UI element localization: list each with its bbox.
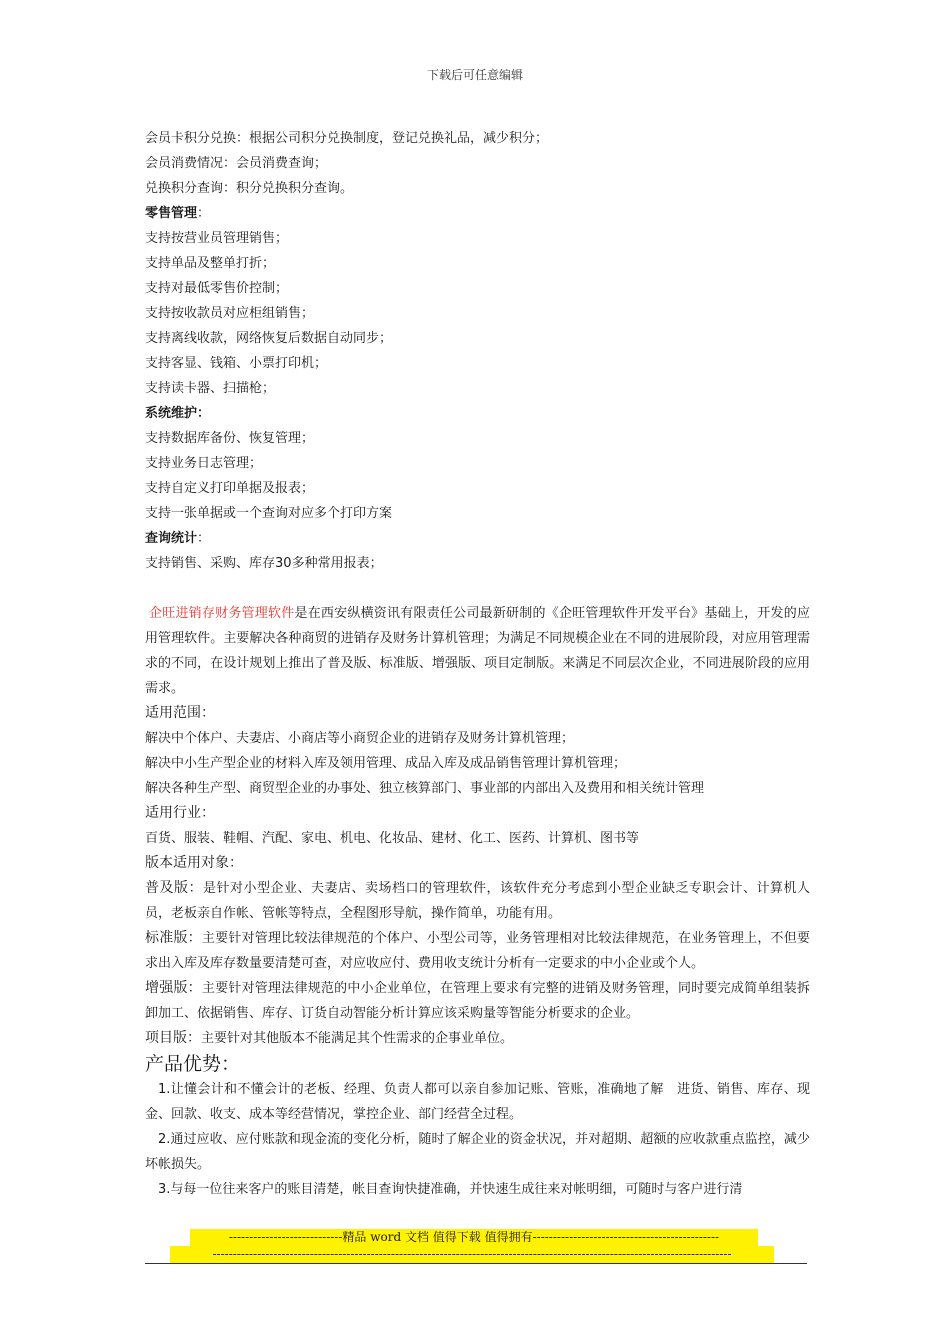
version-description: 主要针对管理法律规范的中小企业单位，在管理上要求有完整的进销及财务管理，同时要完成简单组装拆卸加工、依据销售、库存、订货自动智能分析计算应该采购量等智能分析要求的企业。	[145, 981, 810, 1021]
intro-text: 是在西安纵横资讯有限责任公司最新研制的《企旺管理软件开发平台》基础上，开发的应用管理软件。主要解决各种商贸的进销存及财务计算机管理；为满足不同规模企业在不同的进展阶段，对应用管理需求的不同，在设计规划上推出了普及版、标准版、增强版、项目定制版。来满足不同层次企业，不同进展阶段的应用需求。	[145, 606, 810, 696]
list-item: 解决中个体户、夫妻店、小商店等小商贸企业的进销存及财务计算机管理；	[145, 731, 575, 746]
advantage-item	[145, 1177, 810, 1202]
heading-colon: ：	[197, 206, 211, 221]
list-item: 支持客显、钱箱、小票打印机；	[145, 356, 328, 371]
advantage-text: 通过应收、应付账款和现金流的变化分析，随时了解企业的资金状况，并对超期、超额的应收款重点监控，减少坏帐损失。	[145, 1132, 810, 1172]
list-item: 支持按营业员管理销售；	[145, 231, 289, 246]
list-item: 支持一张单据或一个查询对应多个打印方案	[145, 506, 393, 521]
section-heading-advantages: 产品优势：	[145, 1053, 241, 1075]
paragraph-points-query: 兑换积分查询：积分兑换积分查询。	[145, 181, 354, 196]
advantage-number: 2.	[158, 1132, 171, 1147]
page-header: 下载后可任意编辑	[426, 68, 523, 82]
list-item: 支持按收款员对应柜组销售；	[145, 306, 315, 321]
advantage-item	[145, 1077, 810, 1127]
version-name: 项目版：	[145, 1030, 201, 1046]
version-name: 标准版：	[145, 930, 202, 946]
paragraph-member-consumption: 会员消费情况：会员消费查询；	[145, 156, 328, 171]
version-description: 是针对小型企业、夫妻店、卖场档口的管理软件，该软件充分考虑到小型企业缺乏专职会计、计算机人员，老板亲自作帐、管帐等特点，全程图形导航，操作简单，功能有用。	[145, 881, 810, 921]
list-item: 支持自定义打印单据及报表；	[145, 481, 315, 496]
industry-list: 百货、服装、鞋帽、汽配、家电、机电、化妆品、建材、化工、医药、计算机、图书等	[145, 831, 640, 846]
advantage-text: 与每一位往来客户的账目清楚，帐目查询快捷准确，并快速生成往来对帐明细，可随时与客户进行清	[170, 1182, 743, 1197]
list-item: 支持数据库备份、恢复管理；	[145, 431, 315, 446]
intro-paragraph	[145, 601, 810, 701]
section-heading-scope: 适用范围：	[145, 705, 215, 721]
advantage-number: 3.	[158, 1182, 171, 1197]
section-heading-retail	[145, 201, 810, 226]
heading-colon: ：	[197, 531, 211, 546]
page-footer-banner	[170, 1229, 780, 1263]
section-heading-maintenance: 系统维护：	[145, 406, 211, 421]
document-body	[145, 126, 810, 1202]
reports-count: 30	[275, 556, 292, 571]
list-item: 解决各种生产型、商贸型企业的办事处、独立核算部门、事业部的内部出入及费用和相关统计管理	[145, 781, 705, 796]
list-item: 解决中小生产型企业的材料入库及领用管理、成品入库及成品销售管理计算机管理；	[145, 756, 627, 771]
version-description: 主要针对其他版本不能满足其个性需求的企事业单位。	[201, 1031, 514, 1046]
version-basic	[145, 876, 810, 926]
footer-divider	[145, 1263, 807, 1264]
advantage-item	[145, 1127, 810, 1177]
version-name: 普及版：	[145, 880, 203, 896]
advantage-number: 1.	[158, 1082, 171, 1097]
version-description: 主要针对管理比较法律规范的个体户、小型公司等，业务管理相对比较法律规范，在业务管理上，不但要求出入库及库存数量要清楚可查，对应收应付、费用收支统计分析有一定要求的中小企业或个人。	[145, 931, 810, 971]
list-item: 支持对最低零售价控制；	[145, 281, 289, 296]
version-name: 增强版：	[145, 980, 202, 996]
reports-text-post: 多种常用报表；	[291, 556, 383, 571]
list-item: 支持单品及整单打折；	[145, 256, 276, 271]
list-item: 支持业务日志管理；	[145, 456, 263, 471]
section-heading-versions: 版本适用对象：	[145, 855, 243, 871]
footer-slogan: ----------------------------精品 word 文档 值得下载 值得拥有----------------------------------------------	[190, 1229, 758, 1246]
reports-text-pre: 支持销售、采购、库存	[145, 556, 276, 571]
advantage-text: 让懂会计和不懂会计的老板、经理、负责人都可以亲自参加记账、管账，准确地了解 进货、销售、库存、现金、回款、收支、成本等经营情况，掌控企业、部门经营全过程。	[145, 1082, 810, 1122]
version-project	[145, 1026, 810, 1051]
list-item-reports	[145, 551, 810, 576]
spacer	[145, 576, 810, 601]
product-name: 企旺进销存财务管理软件	[149, 606, 295, 621]
section-heading-query	[145, 526, 810, 551]
section-title-retail: 零售管理	[145, 206, 198, 221]
version-enhanced	[145, 976, 810, 1026]
section-heading-industry: 适用行业：	[145, 805, 215, 821]
paragraph-member-points-exchange: 会员卡积分兑换：根据公司积分兑换制度，登记兑换礼品，减少积分；	[145, 131, 549, 146]
section-title-query: 查询统计	[145, 531, 198, 546]
list-item: 支持读卡器、扫描枪；	[145, 381, 276, 396]
footer-dashes: --------------------------------------------------------------------------------------------------------------------------------	[170, 1246, 774, 1263]
version-standard	[145, 926, 810, 976]
list-item: 支持离线收款，网络恢复后数据自动同步；	[145, 331, 393, 346]
